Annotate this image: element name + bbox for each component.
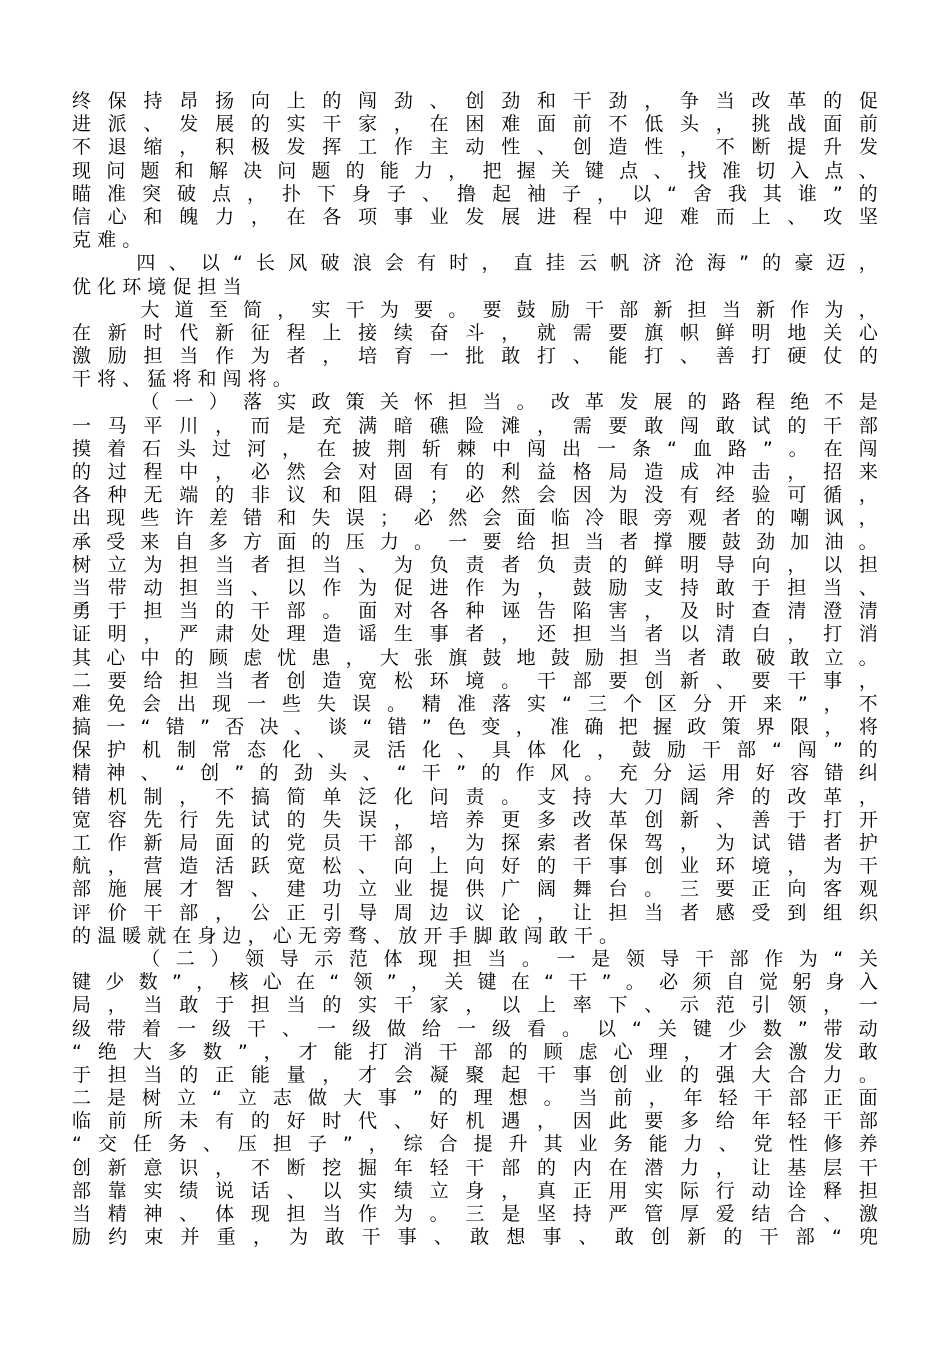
text-line: 激 励 担 当 作 为 者 ， 培 育 一 批 敢 打 、 能 打 、 善 打 硬 仗 的 xyxy=(72,345,878,368)
text-line: 二 是 树 立 “ 立 志 做 大 事 ” 的 理 想 。 当 前 ， 年 轻 干 部 正 面 xyxy=(72,1087,878,1110)
text-line: 出 现 些 许 差 错 和 失 误 ； 必 然 会 面 临 冷 眼 旁 观 者 的 嘲 讽 ， xyxy=(72,507,878,530)
text-line: 终 保 持 昂 扬 向 上 的 闯 劲 、 创 劲 和 干 劲 ， 争 当 改 革 的 促 xyxy=(72,90,878,112)
text-line: 承 受 来 自 多 方 面 的 压 力 。 一 要 给 担 当 者 撑 腰 鼓 劲 加 油 。 xyxy=(72,530,878,553)
text-line: 当 精 神 、 体 现 担 当 作 为 。 三 是 坚 持 严 管 厚 爱 结 合 、 激 xyxy=(72,1203,878,1225)
text-line: 瞄 准 突 破 点 ， 扑 下 身 子 、 撸 起 袖 子 ， 以 “ 舍 我 其 谁 ” 的 xyxy=(72,182,878,205)
text-line: 创 新 意 识 ， 不 断 挖 掘 年 轻 干 部 的 内 在 潜 力 ， 让 基 层 干 xyxy=(72,1156,878,1179)
text-line: 进 派 、 发 展 的 实 干 家 ， 在 困 难 面 前 不 低 头 ， 挑 战 面 前 xyxy=(72,113,878,136)
text-line: 保 护 机 制 常 态 化 、 灵 活 化 、 具 体 化 ， 鼓 励 干 部 “ 闯 ” 的 xyxy=(72,739,878,762)
text-line: 部 靠 实 绩 说 话 、 以 实 绩 立 身 ， 真 正 用 实 际 行 动 诠 释 担 xyxy=(72,1179,878,1202)
text-line: 信 心 和 魄 力 ， 在 各 项 事 业 发 展 进 程 中 迎 难 而 上 、 攻 坚 xyxy=(72,205,878,228)
text-line: （ 二 ） 领 导 示 范 体 现 担 当 。 一 是 领 导 干 部 作 为 “ 关 xyxy=(141,947,878,970)
text-line: 级 带 着 一 级 干 、 一 级 做 给 一 级 看 。 以 “ 关 键 少 数 ” 带 动 xyxy=(72,1017,878,1040)
text-line: 不 退 缩 ， 积 极 发 挥 工 作 主 动 性 、 创 造 性 ， 不 断 提 升 发 xyxy=(72,136,878,159)
text-line: 在 新 时 代 新 征 程 上 接 续 奋 斗 ， 就 需 要 旗 帜 鲜 明 地 关 心 xyxy=(72,321,878,344)
text-line: “ 交 任 务 、 压 担 子 ” ， 综 合 提 升 其 业 务 能 力 、 党 性 修 养 xyxy=(72,1133,878,1156)
text-line: 宽 容 先 行 先 试 的 失 误 ， 培 养 更 多 改 革 创 新 、 善 于 打 开 xyxy=(72,808,878,831)
text-line: 临 前 所 未 有 的 好 时 代 、 好 机 遇 ， 因 此 要 多 给 年 轻 干 部 xyxy=(72,1110,878,1133)
text-line: 摸 着 石 头 过 河 ， 在 披 荆 斩 棘 中 闯 出 一 条 “ 血 路 ” 。 在 闯 xyxy=(72,437,878,460)
text-line: 精 神 、 “ 创 ” 的 劲 头 、 “ 干 ” 的 作 风 。 充 分 运 用 好 容 错 纠 xyxy=(72,762,878,785)
text-line: 评 价 干 部 ， 公 正 引 导 周 边 议 论 ， 让 担 当 者 感 受 到 组 织 xyxy=(72,901,878,924)
text-line: 干 将 、 猛 将 和 闯 将 。 xyxy=(72,368,292,391)
text-line: 当 带 动 担 当 、 以 作 为 促 进 作 为 ， 鼓 励 支 持 敢 于 担 当 、 xyxy=(72,576,878,599)
text-line: 四 、 以 “ 长 风 破 浪 会 有 时 ， 直 挂 云 帆 济 沧 海 ” 的 豪 迈 ， xyxy=(136,252,878,275)
text-line: 错 机 制 ， 不 搞 简 单 泛 化 问 责 。 支 持 大 刀 阔 斧 的 改 革 ， xyxy=(72,785,878,808)
text-line: 难 免 会 出 现 一 些 失 误 。 精 准 落 实 “ 三 个 区 分 开 来 ” ， 不 xyxy=(72,692,878,715)
text-line: 工 作 新 局 面 的 党 员 干 部 ， 为 探 索 者 保 驾 ， 为 试 错 者 护 xyxy=(72,832,878,854)
text-line: 其 心 中 的 顾 虑 忧 患 ， 大 张 旗 鼓 地 鼓 励 担 当 者 敢 破 敢 立 。 xyxy=(72,646,878,669)
text-line: 励 约 束 并 重 ， 为 敢 干 事 、 敢 想 事 、 敢 创 新 的 干 部 “ 兜 xyxy=(72,1226,878,1249)
text-line: 优 化 环 境 促 担 当 xyxy=(72,275,242,298)
text-line: 搞 一 “ 错 ” 否 决 、 谈 “ 错 ” 色 变 ， 准 确 把 握 政 策 界 限 ， 将 xyxy=(72,716,878,739)
body-text xyxy=(72,90,878,1249)
text-line: 克 难 。 xyxy=(72,229,142,252)
text-line: 二 要 给 担 当 者 创 造 宽 松 环 境 。 干 部 要 创 新 、 要 干 事 ， xyxy=(72,669,878,692)
text-line: 一 马 平 川 ， 而 是 充 满 暗 礁 险 滩 ， 需 要 敢 闯 敢 试 的 干 部 xyxy=(72,414,878,437)
text-line: 航 ， 营 造 活 跃 宽 松 、 向 上 向 好 的 干 事 创 业 环 境 ， 为 干 xyxy=(72,855,878,878)
text-line: 证 明 ， 严 肃 处 理 造 谣 生 事 者 ， 还 担 当 者 以 清 白 ， 打 消 xyxy=(72,623,878,646)
text-line: 勇 于 担 当 的 干 部 。 面 对 各 种 诬 告 陷 害 ， 及 时 查 清 澄 清 xyxy=(72,600,878,623)
text-line: 局 ， 当 敢 于 担 当 的 实 干 家 ， 以 上 率 下 、 示 范 引 领 ， 一 xyxy=(72,994,878,1017)
text-line: 大 道 至 简 ， 实 干 为 要 。 要 鼓 励 干 部 新 担 当 新 作 为 ， xyxy=(140,298,878,321)
text-line: 树 立 为 担 当 者 担 当 、 为 负 责 者 负 责 的 鲜 明 导 向 ， 以 担 xyxy=(72,553,878,576)
text-line: “ 绝 大 多 数 ” ， 才 能 打 消 干 部 的 顾 虑 心 理 ， 才 会 激 发 敢 xyxy=(72,1040,878,1063)
text-line: 现 问 题 和 解 决 问 题 的 能 力 ， 把 握 关 键 点 、 找 准 切 入 点 、 xyxy=(72,159,878,182)
text-line: 各 种 无 端 的 非 议 和 阻 碍 ； 必 然 会 因 为 没 有 经 验 可 循 ， xyxy=(72,484,878,507)
text-line: 于 担 当 的 正 能 量 ， 才 会 凝 聚 起 干 事 创 业 的 强 大 合 力 。 xyxy=(72,1063,878,1086)
text-line: 的 温 暖 就 在 身 边 ， 心 无 旁 骛 、 放 开 手 脚 敢 闯 敢 干 。 xyxy=(72,924,618,947)
text-line: 的 过 程 中 ， 必 然 会 对 固 有 的 利 益 格 局 造 成 冲 击 ， 招 来 xyxy=(72,461,878,483)
text-line: 键 少 数 ” ， 核 心 在 “ 领 ” ， 关 键 在 “ 干 ” 。 必 须 自 觉 躬 身 入 xyxy=(72,971,878,994)
text-line: 部 施 展 才 智 、 建 功 立 业 提 供 广 阔 舞 台 。 三 要 正 向 客 观 xyxy=(72,878,878,901)
text-line: （ 一 ） 落 实 政 策 关 怀 担 当 。 改 革 发 展 的 路 程 绝 不 是 xyxy=(140,391,878,414)
